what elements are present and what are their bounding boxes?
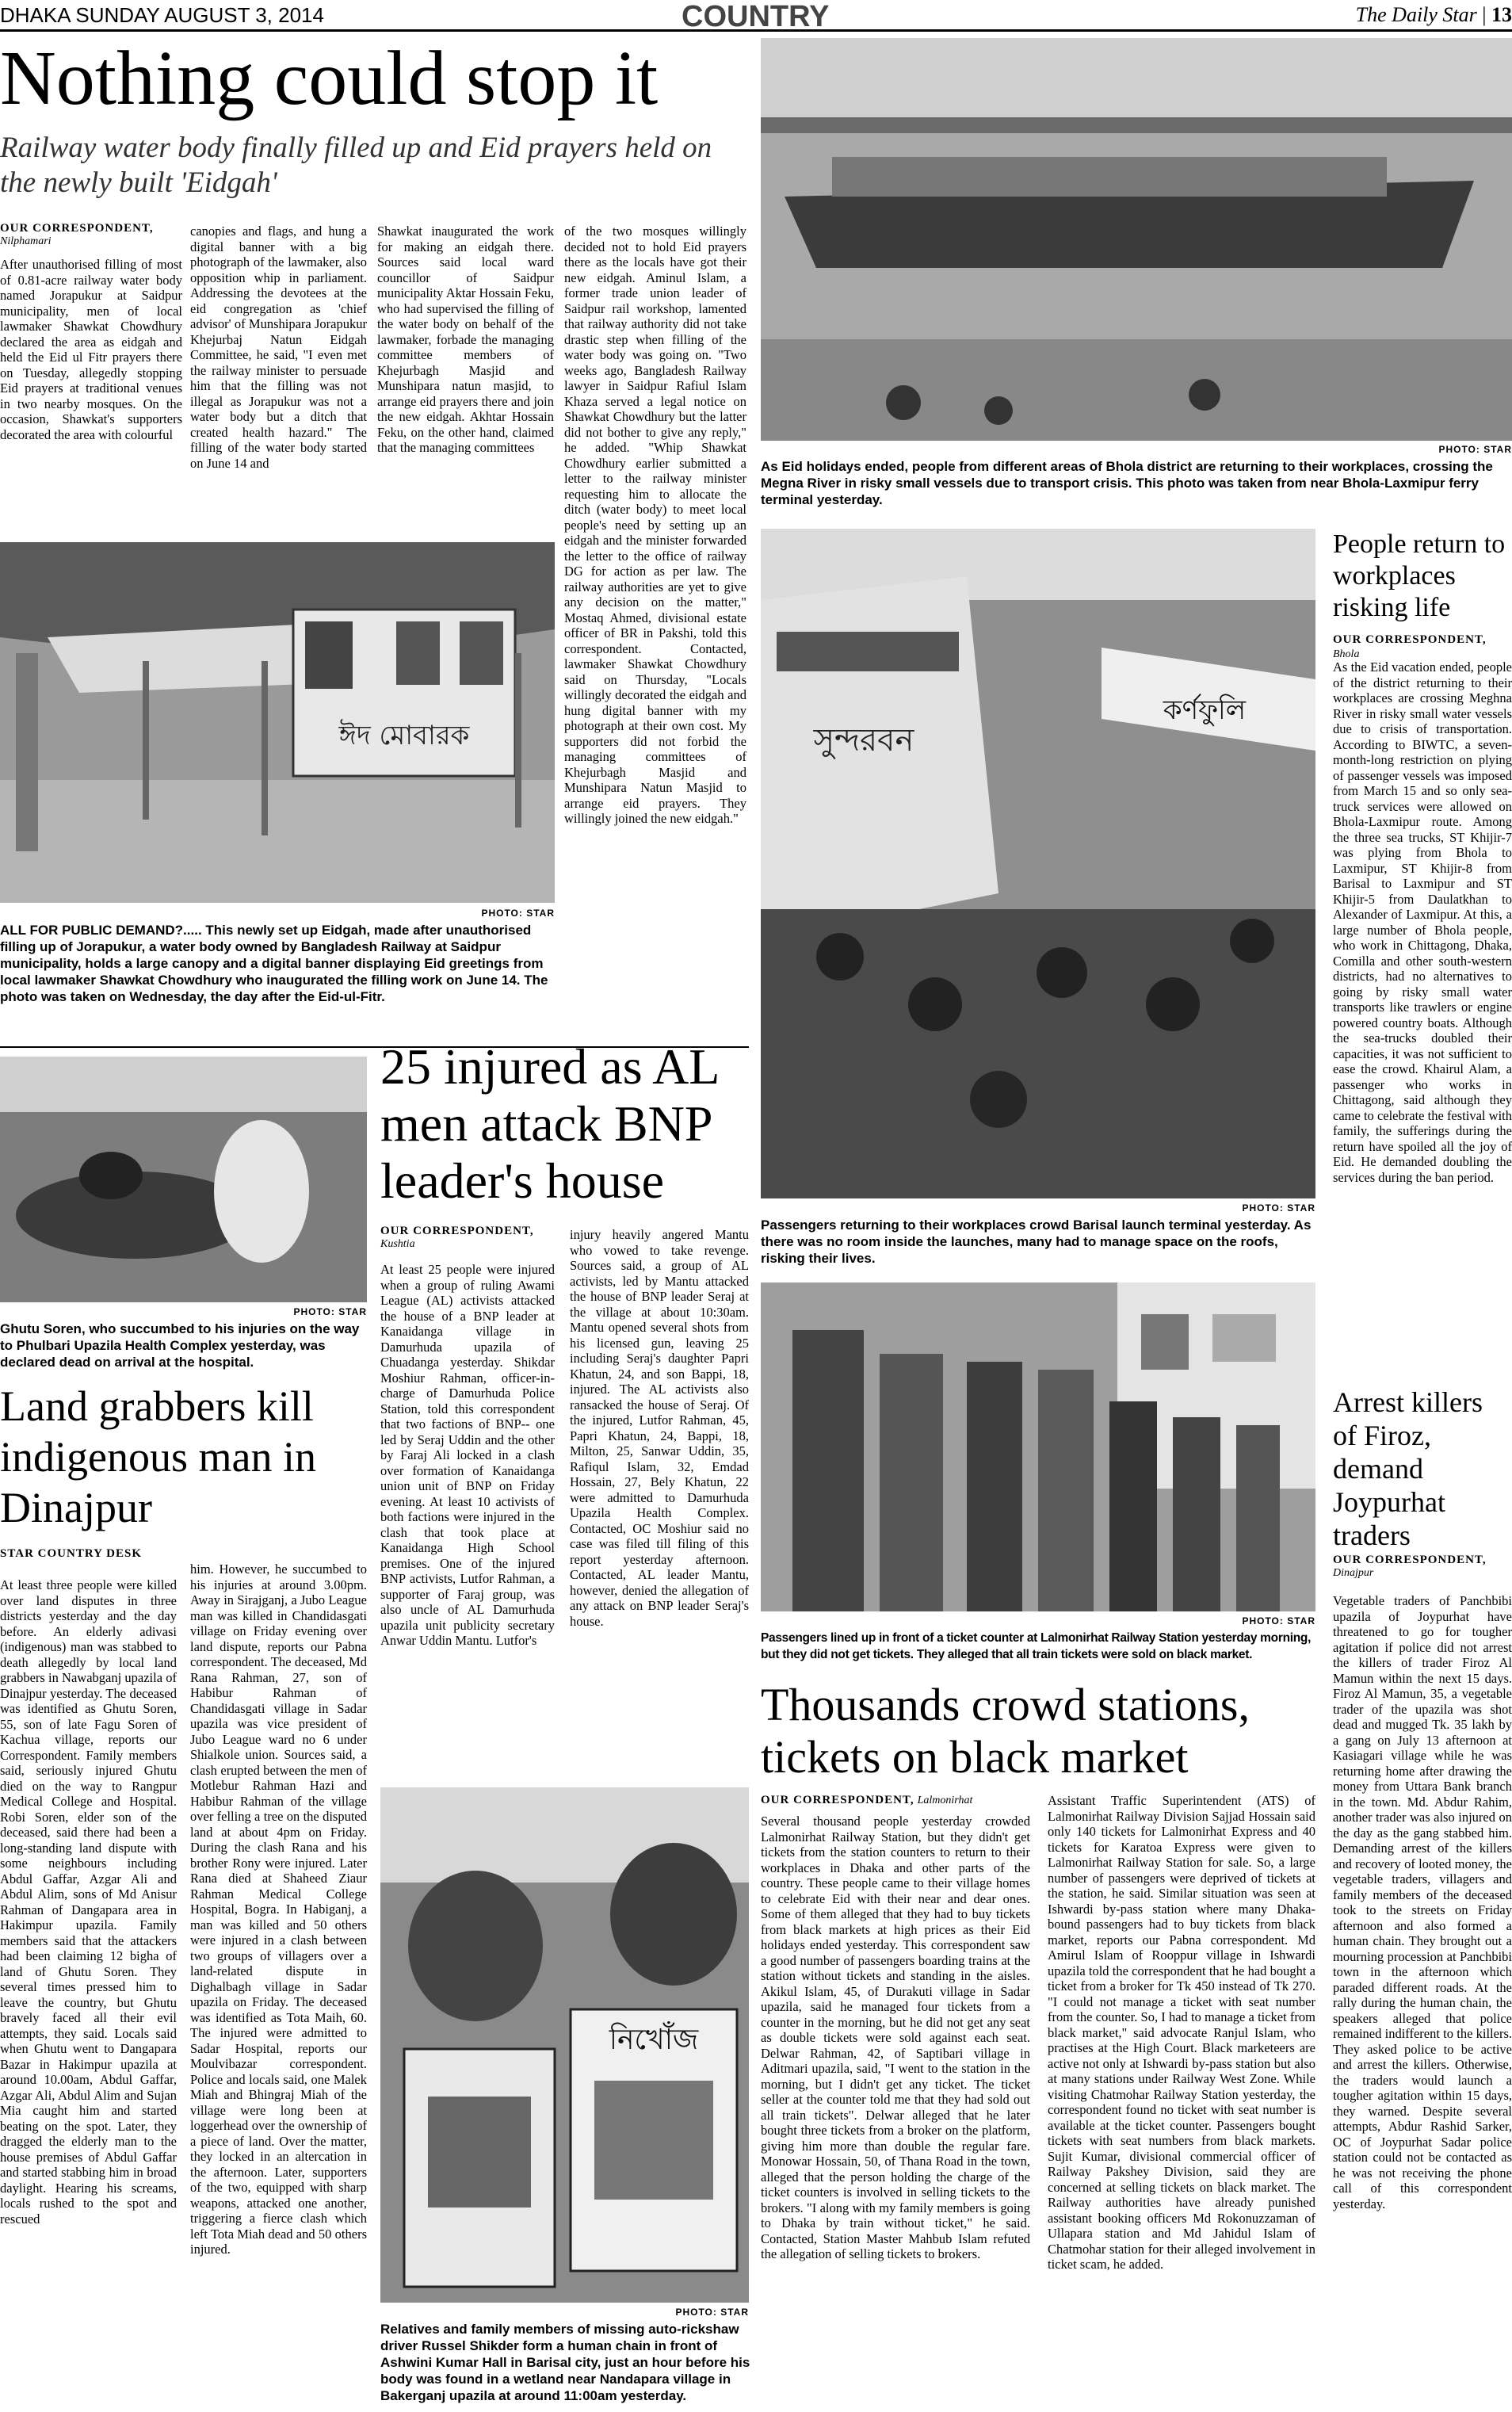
launch-sign-text: কর্ণফুলি [1163,694,1247,726]
boat-photo-credit: PHOTO: STAR [1438,444,1512,455]
firoz-byline-block [1333,1554,1512,1580]
workplaces-headline: People return to workplaces risking life [1333,529,1506,622]
queue-photo [761,1282,1315,1611]
story1-place: Nilphamari [0,235,52,247]
bnp-place: Kushtia [380,1238,415,1250]
masthead [0,0,1512,32]
launch-photo-credit: PHOTO: STAR [1242,1202,1315,1214]
ghutu-photo-caption: Ghutu Soren, who succumbed to his injuries on the way to Phulbari Upazila Health Complex yesterday, was declared dead on arrival at the hospital. [0,1321,360,1370]
eidgah-photo-credit: PHOTO: STAR [481,908,555,919]
story1-col4: of the two mosques willingly decided not to hold Eid prayers there as the locals have got their new eidgah. Aminul Islam, a former trade union leader of Saidpur rail workshop, lamented that railway authority did not take drastic step when filling of the water body was going on. "Two weeks ago, Bangladesh Railway lawyer in Saidpur Rafiul Islam Khaza served a legal notice on Shawkat Chowdhury but the latter did not bother to give any reply," he added. "Whip Shawkat Chowdhury earlier submitted a letter to the railway minister requesting him to allocate the ditch (water body) to meet local people's need by setting up an eidgah and the minister forwarded the letter to the office of railway DG for action as per law. The railway authorities are yet to give any decision on the matter," Mostaq Ahmed, divisional estate officer of BR in Pakshi, told this correspondent. Contacted, lawmaker Shawkat Chowdhury said on Thursday, "Locals willingly decorated the eidgah and hung digital banner with my photograph at their own cost. My supporters did not forbid the managing committees of Khejurbagh Masjid and Munshipara Natun Masjid to arrange eid prayers. They willingly joined the new eidgah." [564,224,746,826]
land-headline: Land grabbers kill indigenous man in Dinajpur [0,1382,316,1531]
ghutu-photo-image [0,1057,367,1302]
boat-photo-image [761,38,1512,441]
tickets-byline-block [761,1793,1030,1807]
masthead-dateline: DHAKA SUNDAY AUGUST 3, 2014 [0,3,324,27]
firoz-headline: Arrest killers of Firoz, demand Joypurhat traders [1333,1386,1483,1551]
queue-photo-credit: PHOTO: STAR [1242,1615,1315,1626]
protest-photo-image [380,1787,749,2303]
ghutu-photo [0,1057,367,1302]
eidgah-photo [0,542,555,903]
story1-col1: After unauthorised filling of most of 0.81-acre railway water body named Jorapukur at Saidpur municipality, men of local lawmaker Shawkat Chowdhury declared the area as eidgah and held the Eid ul Fitr prayers there on Tuesday, allegedly stopping Eid prayers at traditional venues in two nearby mosques. On the occasion, Shawkat's supporters decorated the area with colourful [0,257,182,442]
ghutu-photo-credit: PHOTO: STAR [293,1306,367,1317]
story1-byline: OUR CORRESPONDENT, [0,222,154,235]
workplaces-byline-block [1333,633,1512,661]
eidgah-banner-text: ঈদ মোবারক [338,720,470,751]
section-name: COUNTRY [682,0,830,33]
story1-col2: canopies and flags, and hung a digital banner with a big photograph of the lawmaker, also opposition whip in parliament. Addressing the devotees at the eid congregation as 'chief advisor' of Munshipara Jorapukur Khejurbaj Natun Eidgah Committee, he said, "I even met the railway minister to persuade him that the filling was not illegal as Jorapukur was not a water body but a ditch that created health hazard." The filling of the water body started on June 14 and [190,224,367,471]
workplaces-place: Bhola [1333,648,1360,660]
bnp-headline: 25 injured as AL men attack BNP leader's house [380,1038,718,1209]
bnp-byline: OUR CORRESPONDENT, [380,1225,534,1237]
launch-photo-image [761,529,1315,1198]
bnp-col2: injury heavily angered Mantu who vowed to take revenge. Sources said, a group of AL activists, led by Mantu attacked the house of BNP leader Seraj at the village at about 10:30am. Mantu opened several shots from his licensed gun, leaving 25 including Seraj's daughter Papri Khatun, 24, and son Bappi, 18, injured. The AL activists also ransacked the house of Seraj. Of the injured, Lutfor Rahman, 45, Papri Khatun, 24, Bappi, 18, Milton, 25, Sanwar Uddin, 35, Rafiqul Islam, 32, Emdad Hossain, 27, Bely Khatun, 22 were admitted to Damurhuda Upazila Health Complex. Contacted, OC Moshiur said no case was filed till filing of this report yesterday afternoon. Contacted, AL leader Mantu, however, denied the allegation of any attack on BNP leader Seraj's house. [570,1227,749,1629]
masthead-right: The Daily Star | 13 [1355,3,1512,26]
tickets-byline: OUR CORRESPONDENT, [761,1794,914,1806]
eidgah-photo-caption: ALL FOR PUBLIC DEMAND?..... This newly set up Eidgah, made after unauthorised filling up of Jorapukur, a water body owned by Bangladesh Railway at Saidpur municipality, holds a large canopy and a digital banner displaying Eid greetings from local lawmaker Shawkat Chowdhury who inaugurated the filling work on June 14. The photo was taken on Wednesday, the day after the Eid-ul-Fitr. [0,923,548,1004]
page-number: 13 [1491,3,1512,26]
tickets-col1: Several thousand people yesterday crowded Lalmonirhat Railway Station, but they didn't get tickets from the station counters to return to their workplaces in Dhaka and other parts of the country. These people came to their village homes to celebrate Eid with their near and dear ones. Some of them alleged that they had to buy tickets from black markets at high prices as their Eid holidays ended yesterday. This correspondent saw a good number of passengers boarding trains at the station without tickets and standing in the aisles. Akikul Islam, 45, of Durakuti village in Sadar upazila, said he managed four tickets from a counter in the morning, but he did not get any seat as double tickets were sold against each seat. Delwar Rahman, 42, of Saptibari village in Aditmari upazila, said, "I went to the station in the morning, but I didn't get any ticket. The ticket seller at the counter told me that they had sold out all train tickets". Delwar alleged that he later bought three tickets from a broker on the platform, giving him more than double the regular fare. Monowar Hossain, 50, of Thana Road in the town, alleged that the person holding the charge of the ticket counters is involved in selling tickets to the brokers. "I along with my family members is going to Dhaka by train without ticket," he said. Contacted, Station Master Mahbub Islam refuted the allegation of selling tickets to brokers. [761,1814,1030,2261]
land-byline: STAR COUNTRY DESK [0,1547,142,1560]
firoz-body: Vegetable traders of Panchbibi upazila of Joypurhat have threatened to go for tougher agitation if police did not arrest the killers of trader Firoz Al Mamun within the next 15 days. Firoz Al Mamun, 35, a vegetable trader of the upazila was shot dead and mugged Tk. 35 lakh by a gang on July 13 afternoon at Kasiagari village while he was returning home after drawing the money from Uttara Bank branch in the town. Md. Abdur Rahim, another trader was also injured on the day as the gang stabbed him. Demanding arrest of the killers and recovery of looted money, the vegetable traders, villagers and family members of the deceased took to the streets on Friday afternoon and also formed a human chain. They brought out a mourning procession at Panchbibi town in the afternoon which paraded different roads. At the rally during the human chain, the speakers alleged that police remained indifferent to the killers. They asked police to be active and arrest the killers. Otherwise, the traders would launch a tougher agitation within 15 days, they warned. Despite several attempts, Abdur Rashid Sarker, OC of Joypurhat Sadar police station could not be contacted as he was not receiving the phone call of this correspondent yesterday. [1333,1593,1512,2211]
workplaces-byline: OUR CORRESPONDENT, [1333,633,1487,646]
paper-name: The Daily Star [1355,3,1477,26]
tickets-col2: Assistant Traffic Superintendent (ATS) of Lalmonirhat Railway Division Sajjad Hossain said only 140 tickets for Lalmonirhat Express and 40 tickets for Karatoa Express were given to Lalmonirhat Railway Station for sale. So, a large number of passengers were deprived of tickets at the station, he said. Similar situation was seen at Ishwardi by-pass station where many Dhaka-bound passengers had to buy tickets from black market, reports our Pabna correspondent. Md Amirul Islam of Rooppur village in Ishwardi upazila told the correspondent that he had bought a ticket from a broker for Tk 450 instead of Tk 270. "I could not manage a ticket with seat number from the counter. So, I had to manage a ticket from black market," said advocate Ranjul Islam, who practises at the High Court. Black marketeers are active not only at Ishwardi by-pass station but also at many stations under Railway West Zone. While visiting Chatmohar Railway Station yesterday, the correspondent found no ticket with seat number is available at the ticket counter. Passengers bought tickets with seat numbers from black markets. Sujit Kumar, divisional commercial officer of Railway Pakshey Division, said they are concerned at selling tickets on black market. The Railway authorities have already punished assistant booking officers Md Rokonuzzaman of Ullapara station and Md Jahidul Islam of Chatmohar station for their alleged involvement in ticket scam, he added. [1048,1793,1315,2272]
protest-photo-caption: Relatives and family members of missing auto-rickshaw driver Russel Shikder form a human chain in front of Ashwini Kumar Hall in Barisal city, just an hour before his body was found in a wetland near Nandapara village in Bakerganj upazila at around 11:00am yesterday. [380,2322,750,2403]
boat-photo-caption: As Eid holidays ended, people from different areas of Bhola district are returning to their workplaces, crossing the Megna River in risky small vessels due to transport crisis. This photo was taken from near Bhola-Laxmipur ferry terminal yesterday. [761,459,1493,507]
eidgah-photo-image [0,542,555,903]
launch-photo [761,529,1315,1198]
bnp-byline-block [380,1225,555,1251]
queue-photo-caption: Passengers lined up in front of a ticket counter at Lalmonirhat Railway Station yesterday morning, but they did not get tickets. They alleged that all train tickets were sold on black market. [761,1631,1312,1661]
land-col1: At least three people were killed over land disputes in three districts yesterday and the day before. An elderly adivasi (indigenous) man was stabbed to death allegedly by local land grabbers in Nawabganj upazila of Dinajpur yesterday. The deceased was identified as Ghutu Soren, 55, son of late Fagu Soren of Kachua village, reports our Correspondent. Family members said, seriously injured Ghutu died on the way to Rangpur Medical College and Hospital. Robi Soren, elder son of the deceased, said there had been a long-standing land dispute with some neighbours including Abdul Gaffar, Azgar Ali and Abdul Alim, sons of Md Anisur Rahman of Dangapara area in Hakimpur upazila. Family members said that the attackers had been claiming 12 bigha of land of Ghutu Soren. They several times pressed him to leave the country, but Ghutu bravely faced all their evil attempts, they said. Locals said when Ghutu went to Dangapara Bazar in Hakimpur upazila at around 10.00am, Abdul Gaffar, Azgar Ali, Abdul Alim and Sujan Mia caught him and started beating on the spot. Later, they dragged the elderly man to the house premises of Abdul Gaffar and started stabbing him in broad daylight. Hearing his screams, locals rushed to the spot and rescued [0,1577,177,2227]
protest-photo [380,1787,749,2303]
firoz-byline: OUR CORRESPONDENT, [1333,1554,1487,1566]
tickets-place: Lalmonirhat [917,1795,973,1806]
story1-deck: Railway water body finally filled up and Eid prayers held on the newly built 'Eidgah' [0,132,712,200]
story1-byline-block [0,222,182,248]
story1-headline: Nothing could stop it [0,36,659,121]
land-col2: him. However, he succumbed to his injuries at around 3.00pm. Away in Sirajganj, a Jubo League man was killed in Chandidasgati village on Friday evening over land dispute, reports our Pabna correspondent. The deceased, Md Rana Rahman, 27, son of Habibur Rahman of Chandidasgati village in Sadar upazila was vice president of Jubo League ward no 6 under Shialkole union. Sources said, a clash erupted between the men of Motlebur Rahman Hazi and Habibur Rahman of the village over felling a tree on the disputed land at about 4pm on Friday. During the clash Rana and his brother Rony were injured. Later Rana died at Shaheed Ziaur Rahman Medical College Hospital, Bogra. In Habiganj, a man was killed and 50 others were injured in a clash between two groups of villagers over a land-related dispute in Dighalbagh village in Sadar upazila on Friday. The deceased was identified as Tota Maih, 60. The injured were admitted to Sadar Hospital, reports our Moulvibazar correspondent. Police and locals said, one Malek Miah and Bhingraj Miah of the village were long been at loggerhead over the ownership of a piece of land. Over the matter, they locked in an altercation in the afternoon. Later, supporters of the two, equipped with sharp weapons, attacked one another, triggering a fierce clash which left Tota Miah dead and 50 others injured. [190,1561,367,2257]
poster-text: নিখোঁজ [609,2024,699,2056]
launch-name-text: সুন্দরবন [813,722,914,759]
firoz-place: Dinajpur [1333,1567,1374,1579]
workplaces-body: As the Eid vacation ended, people of the district returning to their workplaces are crossing Meghna River in risky small water vessels due to crisis of transportation. According to BIWTC, a seven-month-long restriction on plying of passenger vessels was imposed from March 15 and so only sea-truck services were allowed on Bhola-Laxmipur route. Among the three sea trucks, ST Khijir-7 was plying from Bhola to Laxmipur, ST Khijir-8 from Barisal to Laxmipur and ST Khijir-5 from Daulatkhan to Alexander of Laxmipur. At this, a large number of Bhola people, who work in Chittagong, Dhaka, Comilla and other south-western districts, had no alternatives to going by risky small water transports like trawlers or engine powered country boats. Although the sea-trucks doubled their capacities, it was not sufficient to ease the crowd. Khairul Alam, a passenger who works in Chittagong, said although they came to celebrate the festival with family, the sufferings during the return have spoiled all the joy of Eid. He demanded doubling the services during the ban period. [1333,659,1512,1185]
boat-photo [761,38,1512,441]
protest-photo-credit: PHOTO: STAR [675,2307,749,2318]
bnp-col1: At least 25 people were injured when a group of ruling Awami League (AL) activists attacked the house of a BNP leader at Kanaidanga village in Damurhuda upazila of Chuadanga yesterday. Shikdar Moshiur Rahman, officer-in-charge of Damurhuda Police Station, told this correspondent that two factions of BNP-- one led by Seraj Uddin and the other by Faraj Ali locked in a clash over formation of Kanaidanga union unit of BNP on Friday evening. At least 10 activists of both factions were injured in the clash that took place at Kanaidanga High School premises. One of the injured BNP activists, Lutfor Rahman, a supporter of Faraj group, was also uncle of AL Damurhuda upazila unit publicity secretary Anwar Uddin Mantu. Lutfor's [380,1262,555,1648]
story1-col3: Shawkat inaugurated the work for making an eidgah there. Sources said local ward councillor of Saidpur municipality Aktar Hossain Feku, who had supervised the filling of the water body on behalf of the lawmaker, forbade the managing committee members of Khejurbagh Masjid and Munshipara natun masjid, to arrange eid prayers there and join the new eidgah. Akhtar Hossain Feku, on the other hand, claimed that the managing committees [377,224,554,455]
tickets-headline: Thousands crowd stations, tickets on black market [761,1679,1250,1783]
queue-photo-image [761,1282,1315,1611]
launch-photo-caption: Passengers returning to their workplaces crowd Barisal launch terminal yesterday. As there was no room inside the launches, many had to manage space on the roofs, risking their lives. [761,1217,1312,1266]
